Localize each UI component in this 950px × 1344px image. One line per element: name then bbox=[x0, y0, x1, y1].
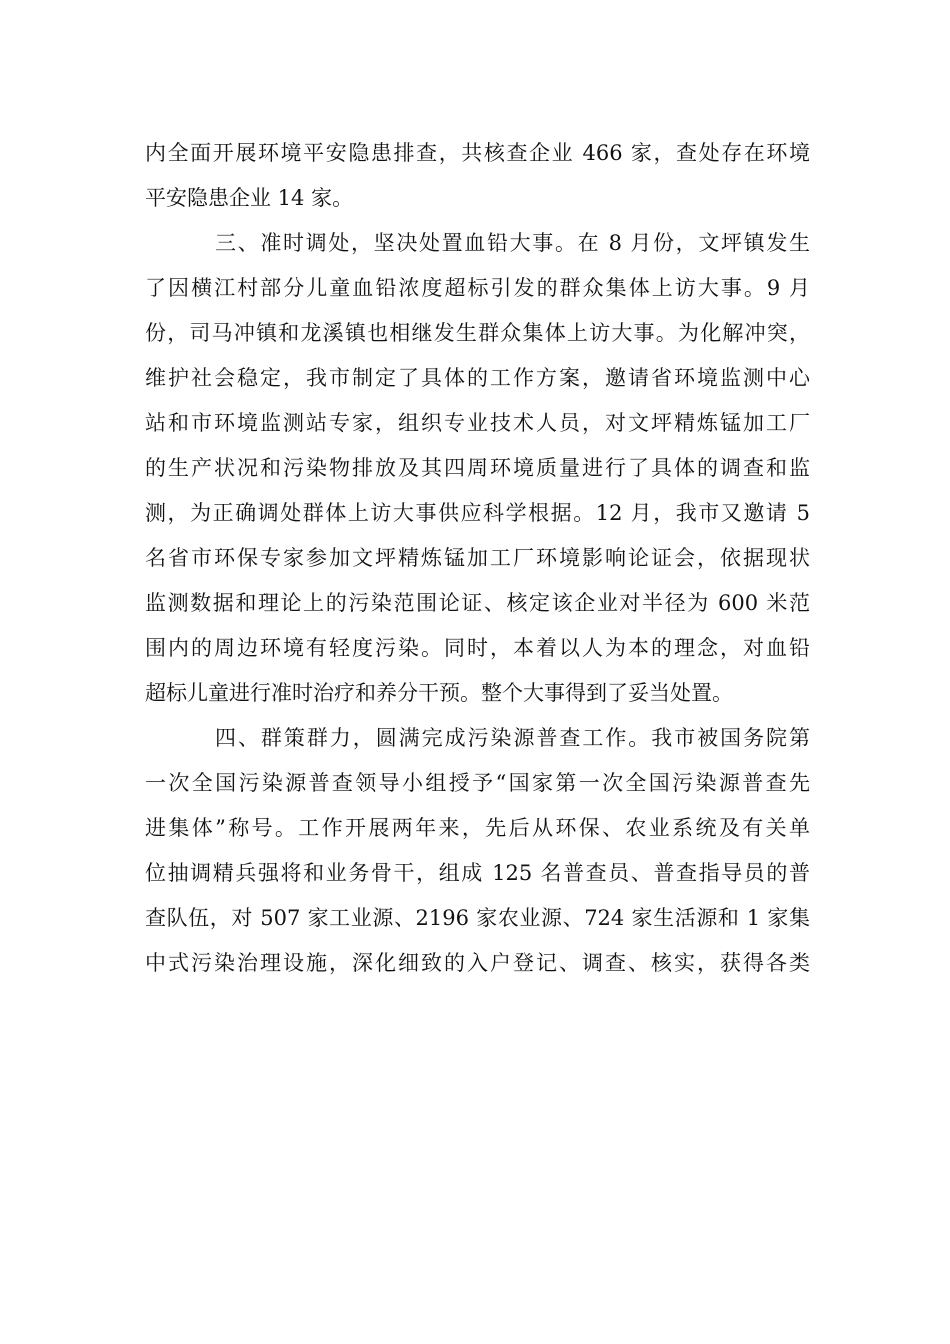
text-line: 站和市环境监测站专家，组织专业技术人员，对文坪精炼锰加工厂 bbox=[145, 411, 810, 435]
text-line: 一次全国污染源普查领导小组授予“国家第一次全国污染源普查先 bbox=[145, 771, 810, 795]
text-line: 维护社会稳定，我市制定了具体的工作方案，邀请省环境监测中心 bbox=[145, 366, 810, 390]
text-line: 内全面开展环境平安隐患排查，共核查企业 466 家，查处存在环境 bbox=[145, 141, 810, 165]
text-line: 份，司马冲镇和龙溪镇也相继发生群众集体上访大事。为化解冲突， bbox=[145, 321, 810, 345]
document-body bbox=[145, 131, 810, 986]
text-line: 的生产状况和污染物排放及其四周环境质量进行了具体的调查和监 bbox=[145, 456, 810, 480]
text-line: 了因横江村部分儿童血铅浓度超标引发的群众集体上访大事。9 月 bbox=[145, 276, 810, 300]
text-line: 四、群策群力，圆满完成污染源普查工作。我市被国务院第 bbox=[215, 726, 810, 750]
text-line: 中式污染治理设施，深化细致的入户登记、调查、核实，获得各类 bbox=[145, 951, 810, 975]
text-line: 监测数据和理论上的污染范围论证、核定该企业对半径为 600 米范 bbox=[145, 591, 810, 615]
text-line: 超标儿童进行准时治疗和养分干预。整个大事得到了妥当处置。 bbox=[145, 681, 733, 705]
text-line: 名省市环保专家参加文坪精炼锰加工厂环境影响论证会，依据现状 bbox=[145, 546, 810, 570]
text-line: 进集体”称号。工作开展两年来，先后从环保、农业系统及有关单 bbox=[145, 816, 810, 840]
text-line: 测，为正确调处群体上访大事供应科学根据。12 月，我市又邀请 5 bbox=[145, 501, 810, 525]
text-line: 围内的周边环境有轻度污染。同时，本着以人为本的理念，对血铅 bbox=[145, 636, 810, 660]
paragraph-1 bbox=[145, 131, 810, 221]
text-line: 查队伍，对 507 家工业源、2196 家农业源、724 家生活源和 1 家集 bbox=[145, 906, 810, 930]
text-line: 平安隐患企业 14 家。 bbox=[145, 186, 354, 210]
paragraph-3 bbox=[145, 716, 810, 986]
paragraph-2 bbox=[145, 221, 810, 716]
text-line: 三、准时调处，坚决处置血铅大事。在 8 月份，文坪镇发生 bbox=[215, 231, 810, 255]
text-line: 位抽调精兵强将和业务骨干，组成 125 名普查员、普查指导员的普 bbox=[145, 861, 810, 885]
